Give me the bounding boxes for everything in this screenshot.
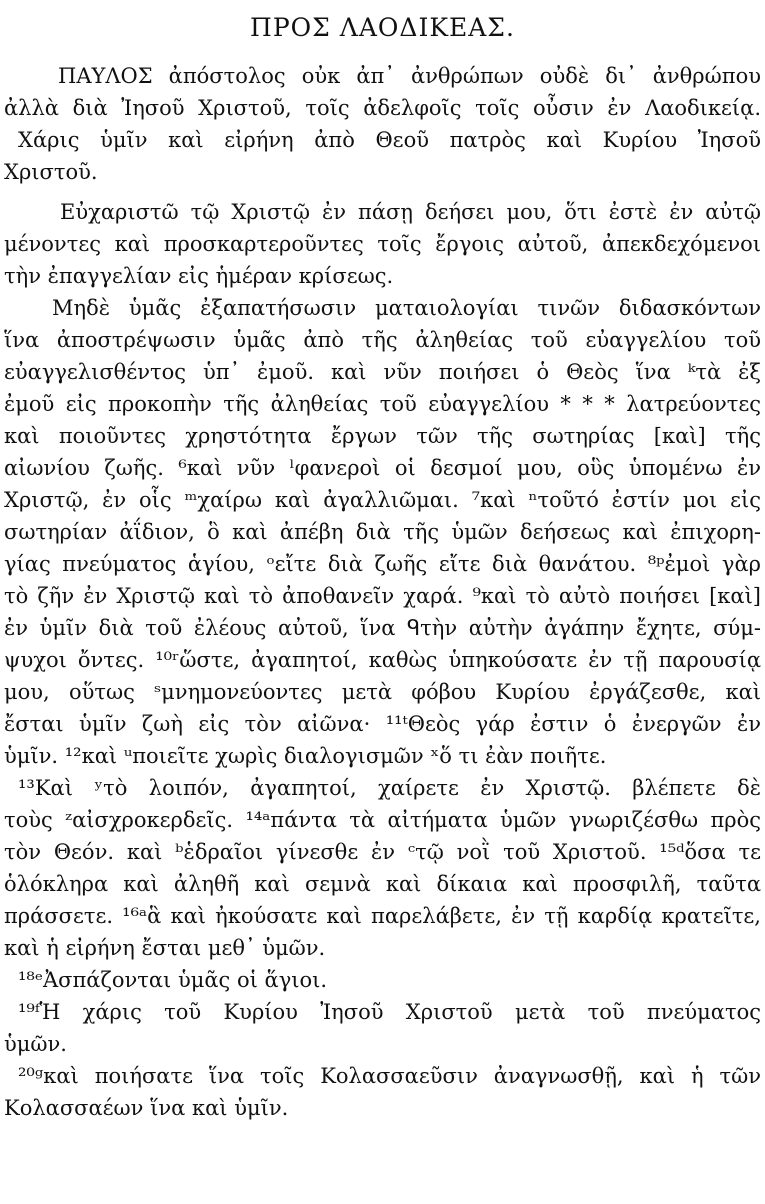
text-line: ἀλλὰ διὰ Ἰησοῦ Χριστοῦ, τοῖς ἀδελφοῖς τοῖς οὖσιν ἐν Λαοδικείᾳ. [4,96,761,120]
paragraph-gap [0,188,765,196]
text-line: καὶ ἡ εἰρήνη ἔσται μεθ᾽ ὑμῶν. [4,936,326,960]
text-line: γίας πνεύματος ἁγίου, ᵒεἴτε διὰ ζωῆς εἴτε διὰ θανάτου. ⁸ᵖἐμοὶ γὰρ [4,552,761,576]
text-line: ὑμῶν. [4,1032,67,1056]
text-line: εὐαγγελισθέντος ὑπ᾽ ἐμοῦ. καὶ νῦν ποιήσει ὁ Θεὸς ἵνα ᵏτὰ ἐξ [4,360,761,384]
page-title: ΠΡΟΣ ΛΑΟΔΙΚΕΑΣ. [250,13,515,42]
text-line: Μηδὲ ὑμᾶς ἐξαπατήσωσιν ματαιολογίαι τινῶν διδασκόντων [52,296,761,320]
text-line: ¹³Καὶ ʸτὸ λοιπόν, ἀγαπητοί, χαίρετε ἐν Χριστῷ. βλέπετε δὲ [18,776,761,800]
text-line: ¹⁹ᶠἩ χάρις τοῦ Κυρίου Ἰησοῦ Χριστοῦ μετὰ τοῦ πνεύματος [18,1000,761,1024]
text-line: μένοντες καὶ προσκαρτεροῦντες τοῖς ἔργοις αὐτοῦ, ἀπεκδεχόμενοι [4,232,761,256]
text-line: ΠΑΥΛΟΣ ἀπόστολος οὐκ ἀπ᾽ ἀνθρώπων οὐδὲ δι᾽ ἀνθρώπου [58,64,761,88]
text-line: Εὐχαριστῶ τῷ Χριστῷ ἐν πάσῃ δεήσει μου, ὅτι ἐστὲ ἐν αὐτῷ [60,200,761,224]
text-line: Χριστοῦ. [4,160,98,184]
text-line: μου, οὕτως ˢμνημονεύοντες μετὰ φόβου Κυρίου ἐργάζεσθε, καὶ [4,680,761,704]
text-line: ὑμῖν. ¹²καὶ ᵘποιεῖτε χωρὶς διαλογισμῶν ˣὅ τι ἐὰν ποιῆτε. [4,744,607,768]
text-line: Χριστῷ, ἐν οἷς ᵐχαίρω καὶ ἀγαλλιῶμαι. ⁷καὶ ⁿτοῦτό ἐστίν μοι εἰς [4,488,761,512]
text-line: σωτηρίαν ἀΐδιον, ὃ καὶ ἀπέβη διὰ τῆς ὑμῶν δεήσεως καὶ ἐπιχορη- [4,520,761,544]
text-line: Χάρις ὑμῖν καὶ εἰρήνη ἀπὸ Θεοῦ πατρὸς καὶ Κυρίου Ἰησοῦ [18,128,761,152]
text-line: ¹⁸ᵉἈσπάζονται ὑμᾶς οἱ ἅγιοι. [18,968,328,992]
text-line: αἰωνίου ζωῆς. ⁶καὶ νῦν ˡφανεροὶ οἱ δεσμοί μου, οὓς ὑπομένω ἐν [4,456,761,480]
text-line: ²⁰ᵍκαὶ ποιήσατε ἵνα τοῖς Κολασσαεῦσιν ἀναγνωσθῇ, καὶ ἡ τῶν [18,1064,761,1088]
text-line: ἐμοῦ εἰς προκοπὴν τῆς ἀληθείας τοῦ εὐαγγελίου * * * λατρεύοντες [4,392,761,416]
text-line: Κολασσαέων ἵνα καὶ ὑμῖν. [4,1096,289,1120]
text-line: καὶ ποιοῦντες χρηστότητα ἔργων τῶν τῆς σωτηρίας [καὶ] τῆς [4,424,761,448]
text-line: τοὺς ᶻαἰσχροκερδεῖς. ¹⁴ᵃπάντα τὰ αἰτήματα ὑμῶν γνωριζέσθω πρὸς [4,808,761,832]
text-line: ἐν ὑμῖν διὰ τοῦ ἐλέους αὐτοῦ, ἵνα ᑫτὴν αὐτὴν ἀγάπην ἔχητε, σύμ- [4,616,761,640]
text-line: τὸ ζῆν ἐν Χριστῷ καὶ τὸ ἀποθανεῖν χαρά. ⁹καὶ τὸ αὐτὸ ποιήσει [καὶ] [4,584,761,608]
text-line: τὴν ἐπαγγελίαν εἰς ἡμέραν κρίσεως. [4,264,394,288]
text-line: ἔσται ὑμῖν ζωὴ εἰς τὸν αἰῶνα· ¹¹ᵗΘεὸς γάρ ἐστιν ὁ ἐνεργῶν ἐν [4,712,761,736]
text-line: ψυχοι ὄντες. ¹⁰ʳὥστε, ἀγαπητοί, καθὼς ὑπηκούσατε ἐν τῇ παρουσίᾳ [4,648,761,672]
text-line: ἵνα ἀποστρέψωσιν ὑμᾶς ἀπὸ τῆς ἀληθείας τοῦ εὐαγγελίου τοῦ [4,328,761,352]
text-line: ὁλόκληρα καὶ ἀληθῆ καὶ σεμνὰ καὶ δίκαια καὶ προσφιλῆ, ταῦτα [4,872,761,896]
text-line: τὸν Θεόν. καὶ ᵇἑδραῖοι γίνεσθε ἐν ᶜτῷ νοῒ τοῦ Χριστοῦ. ¹⁵ᵈὅσα τε [4,840,761,864]
text-line: πράσσετε. ¹⁶ᵃἃ καὶ ἠκούσατε καὶ παρελάβετε, ἐν τῇ καρδίᾳ κρατεῖτε, [4,904,761,928]
